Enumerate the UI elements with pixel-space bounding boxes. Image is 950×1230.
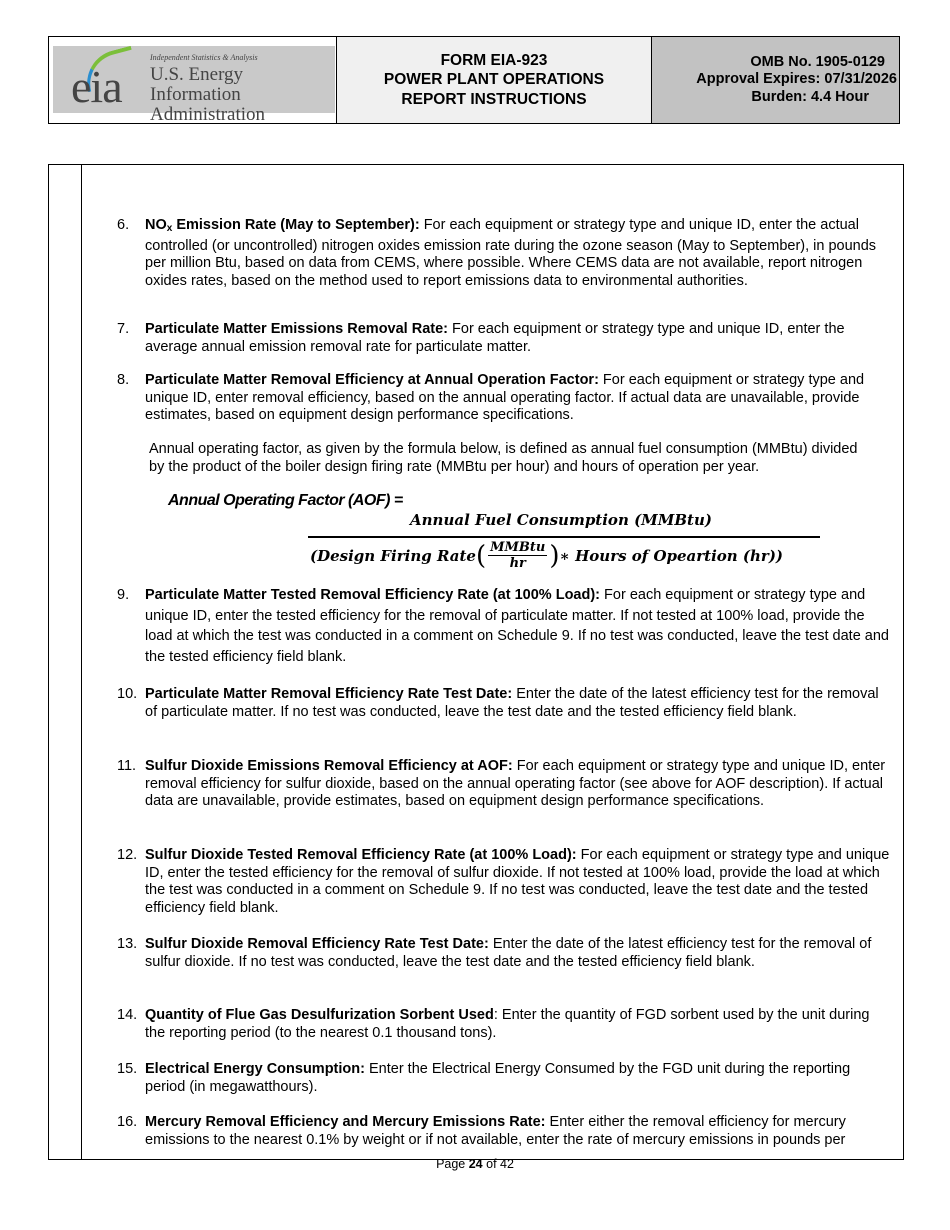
instruction-item bbox=[117, 1114, 897, 1149]
form-header bbox=[48, 36, 900, 124]
instruction-item bbox=[117, 217, 897, 290]
logo-name: U.S. Energy Information Administration bbox=[150, 64, 266, 125]
item-number: 14. bbox=[117, 1007, 138, 1023]
item-number: 10. bbox=[117, 686, 138, 702]
item-text: Sulfur Dioxide Removal Efficiency Rate Test Date: Enter the date of the latest efficiency test for the removal of sulfur dioxide. If no test was conducted, leave the test date and the tested efficiency field blank. bbox=[145, 936, 872, 970]
item-text: Particulate Matter Removal Efficiency Rate Test Date: Enter the date of the latest efficiency test for the removal of particulate matter. If no test was conducted, leave the test date and the tested efficiency field blank. bbox=[145, 686, 879, 720]
item-text: Particulate Matter Removal Efficiency at Annual Operation Factor: For each equipment or strategy type and unique ID, enter removal efficiency, based on the annual operating factor. If actual data are unavailable, provide estimates, based on equipment design performance specifications. bbox=[145, 372, 865, 424]
page-number: Page 24 of 42 bbox=[436, 1157, 514, 1171]
item-number: 7. bbox=[117, 321, 130, 337]
item-number: 12. bbox=[117, 847, 138, 863]
item-text: Particulate Matter Emissions Removal Rate: For each equipment or strategy type and unique ID, enter the average annual emission removal rate for particulate matter. bbox=[145, 321, 845, 355]
instruction-item bbox=[117, 1007, 897, 1042]
fraction-bar bbox=[308, 536, 820, 538]
item-number: 6. bbox=[117, 217, 130, 233]
aof-paragraph: Annual operating factor, as given by the formula below, is defined as annual fuel consumption (MMBtu) divided by the product of the boiler design firing rate (MMBtu per hour) and hours of operation per year. bbox=[149, 441, 858, 475]
instruction-item bbox=[117, 936, 897, 971]
item-number: 15. bbox=[117, 1061, 138, 1077]
item-text: Mercury Removal Efficiency and Mercury Emissions Rate: Enter either the removal efficiency for mercury emissions to the nearest 0.1% by weight or if not available, enter the rate of mercury emissions in pounds per bbox=[145, 1114, 846, 1148]
form-title: FORM EIA-923 POWER PLANT OPERATIONS REPORT INSTRUCTIONS bbox=[337, 37, 652, 123]
margin-divider bbox=[81, 164, 82, 1160]
item-number: 8. bbox=[117, 372, 130, 388]
instruction-item bbox=[117, 1061, 897, 1096]
instruction-item bbox=[117, 847, 897, 917]
instruction-item bbox=[117, 686, 897, 721]
item-number: 11. bbox=[117, 758, 137, 774]
item-number: 13. bbox=[117, 936, 138, 952]
omb-info: OMB No. 1905-0129 Approval Expires: 07/31/2026 Burden: 4.4 Hour bbox=[652, 37, 899, 123]
item-text: Particulate Matter Tested Removal Efficiency Rate (at 100% Load): For each equipment or strategy type and unique ID, enter the tested efficiency for the removal of particulate matter. If not tested at 100% load, provide the load at which the test was conducted in a comment on Schedule 9. If no test was conducted, leave the test date and the tested efficiency field blank. bbox=[145, 587, 889, 665]
item-text: NOx Emission Rate (May to September): For each equipment or strategy type and unique ID, enter the actual controlled (or uncontrolled) nitrogen oxides emission rate during the ozone season (May to September), in pounds per million Btu, based on data from CEMS, where possible. Where CEMS data are not available, report nitrogen oxides rates, based on the method used to report emissions data to environmental authorities. bbox=[145, 217, 877, 289]
item-text: Sulfur Dioxide Tested Removal Efficiency Rate (at 100% Load): For each equipment or strategy type and unique ID, enter the tested efficiency for the removal of sulfur dioxide. If not tested at 100% load, provide the load at which the test was conducted in a comment on Schedule 9. If no test was conducted, leave the test date and the tested efficiency field blank. bbox=[145, 847, 890, 916]
item-number: 9. bbox=[117, 587, 130, 603]
item-text: Electrical Energy Consumption: Enter the Electrical Energy Consumed by the FGD unit during the reporting period (in megawatthours). bbox=[145, 1061, 851, 1095]
item-number: 16. bbox=[117, 1114, 138, 1130]
logo-tagline: Independent Statistics & Analysis bbox=[150, 53, 258, 62]
item-text: Sulfur Dioxide Emissions Removal Efficiency at AOF: For each equipment or strategy type and unique ID, enter removal efficiency for sulfur dioxide, based on the annual operating factor (see above for AOF description). If actual data are unavailable, provide estimates, based on equipment design performance specifications. bbox=[145, 758, 886, 810]
aof-formula: Annual Operating Factor (AOF) = Annual Fuel Consumption (MMBtu) (Design Firing Rate ( $\frac{\text{MMBtu}}{hr}$ ) ∗ Hours of Opeartion (hr)) bbox=[168, 492, 828, 577]
instruction-item bbox=[117, 321, 897, 356]
instruction-item bbox=[117, 585, 897, 667]
logo-cell bbox=[49, 37, 337, 123]
instruction-item bbox=[117, 758, 897, 811]
instruction-item bbox=[117, 372, 897, 425]
eia-logo bbox=[53, 46, 335, 125]
item-text: Quantity of Flue Gas Desulfurization Sorbent Used: Enter the quantity of FGD sorbent used by the unit during the reporting period (to the nearest 0.1 thousand tons). bbox=[145, 1007, 870, 1041]
logo-mark: eia bbox=[71, 61, 122, 112]
